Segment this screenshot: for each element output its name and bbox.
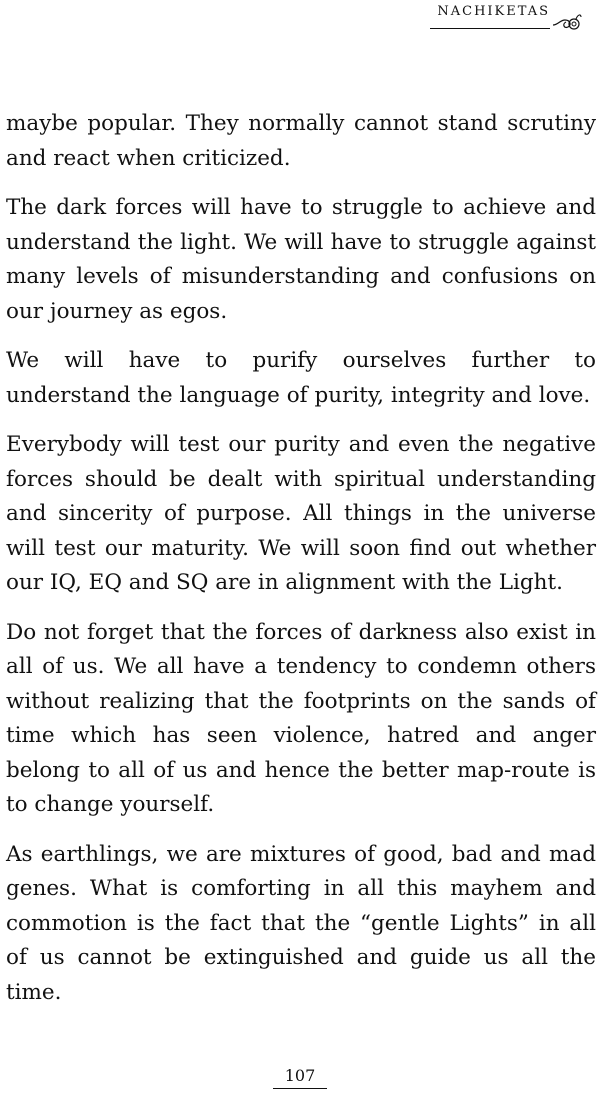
running-header bbox=[430, 4, 582, 32]
header-rule bbox=[430, 28, 550, 29]
paragraph: Do not forget that the forces of darkness also exist in all of us. We all have a tendency to condemn others without realizing that the footprints on the sands of time which has seen violence, hatred and anger belong to all of us and hence the better map-route is to change yourself. bbox=[6, 619, 596, 817]
paragraph: As earthlings, we are mixtures of good, bad and mad genes. What is comforting in all this mayhem and commotion is the fact that the “gentle Lights” in all of us cannot be extinguished and guide us all the time. bbox=[6, 841, 596, 1005]
scroll-flourish-icon bbox=[552, 8, 582, 32]
paragraph: We will have to purify ourselves further to understand the language of purity, integrity and love. bbox=[6, 348, 596, 408]
page-number: 107 bbox=[273, 1066, 328, 1089]
running-title: NACHIKETAS bbox=[437, 4, 550, 19]
paragraph: maybe popular. They normally cannot stand scrutiny and react when criticized. bbox=[6, 111, 596, 171]
page-footer bbox=[0, 1066, 600, 1089]
paragraph: Everybody will test our purity and even the negative forces should be dealt with spiritual understanding and sincerity of purpose. All things in the universe will test our maturity. We will soon find out whether our IQ, EQ and SQ are in alignment with the Light. bbox=[6, 432, 596, 595]
body-text bbox=[6, 107, 596, 1025]
paragraph: The dark forces will have to struggle to achieve and understand the light. We will have to struggle against many levels of misunderstanding and confusions on our journey as egos. bbox=[6, 195, 596, 324]
running-header-text bbox=[430, 4, 550, 29]
